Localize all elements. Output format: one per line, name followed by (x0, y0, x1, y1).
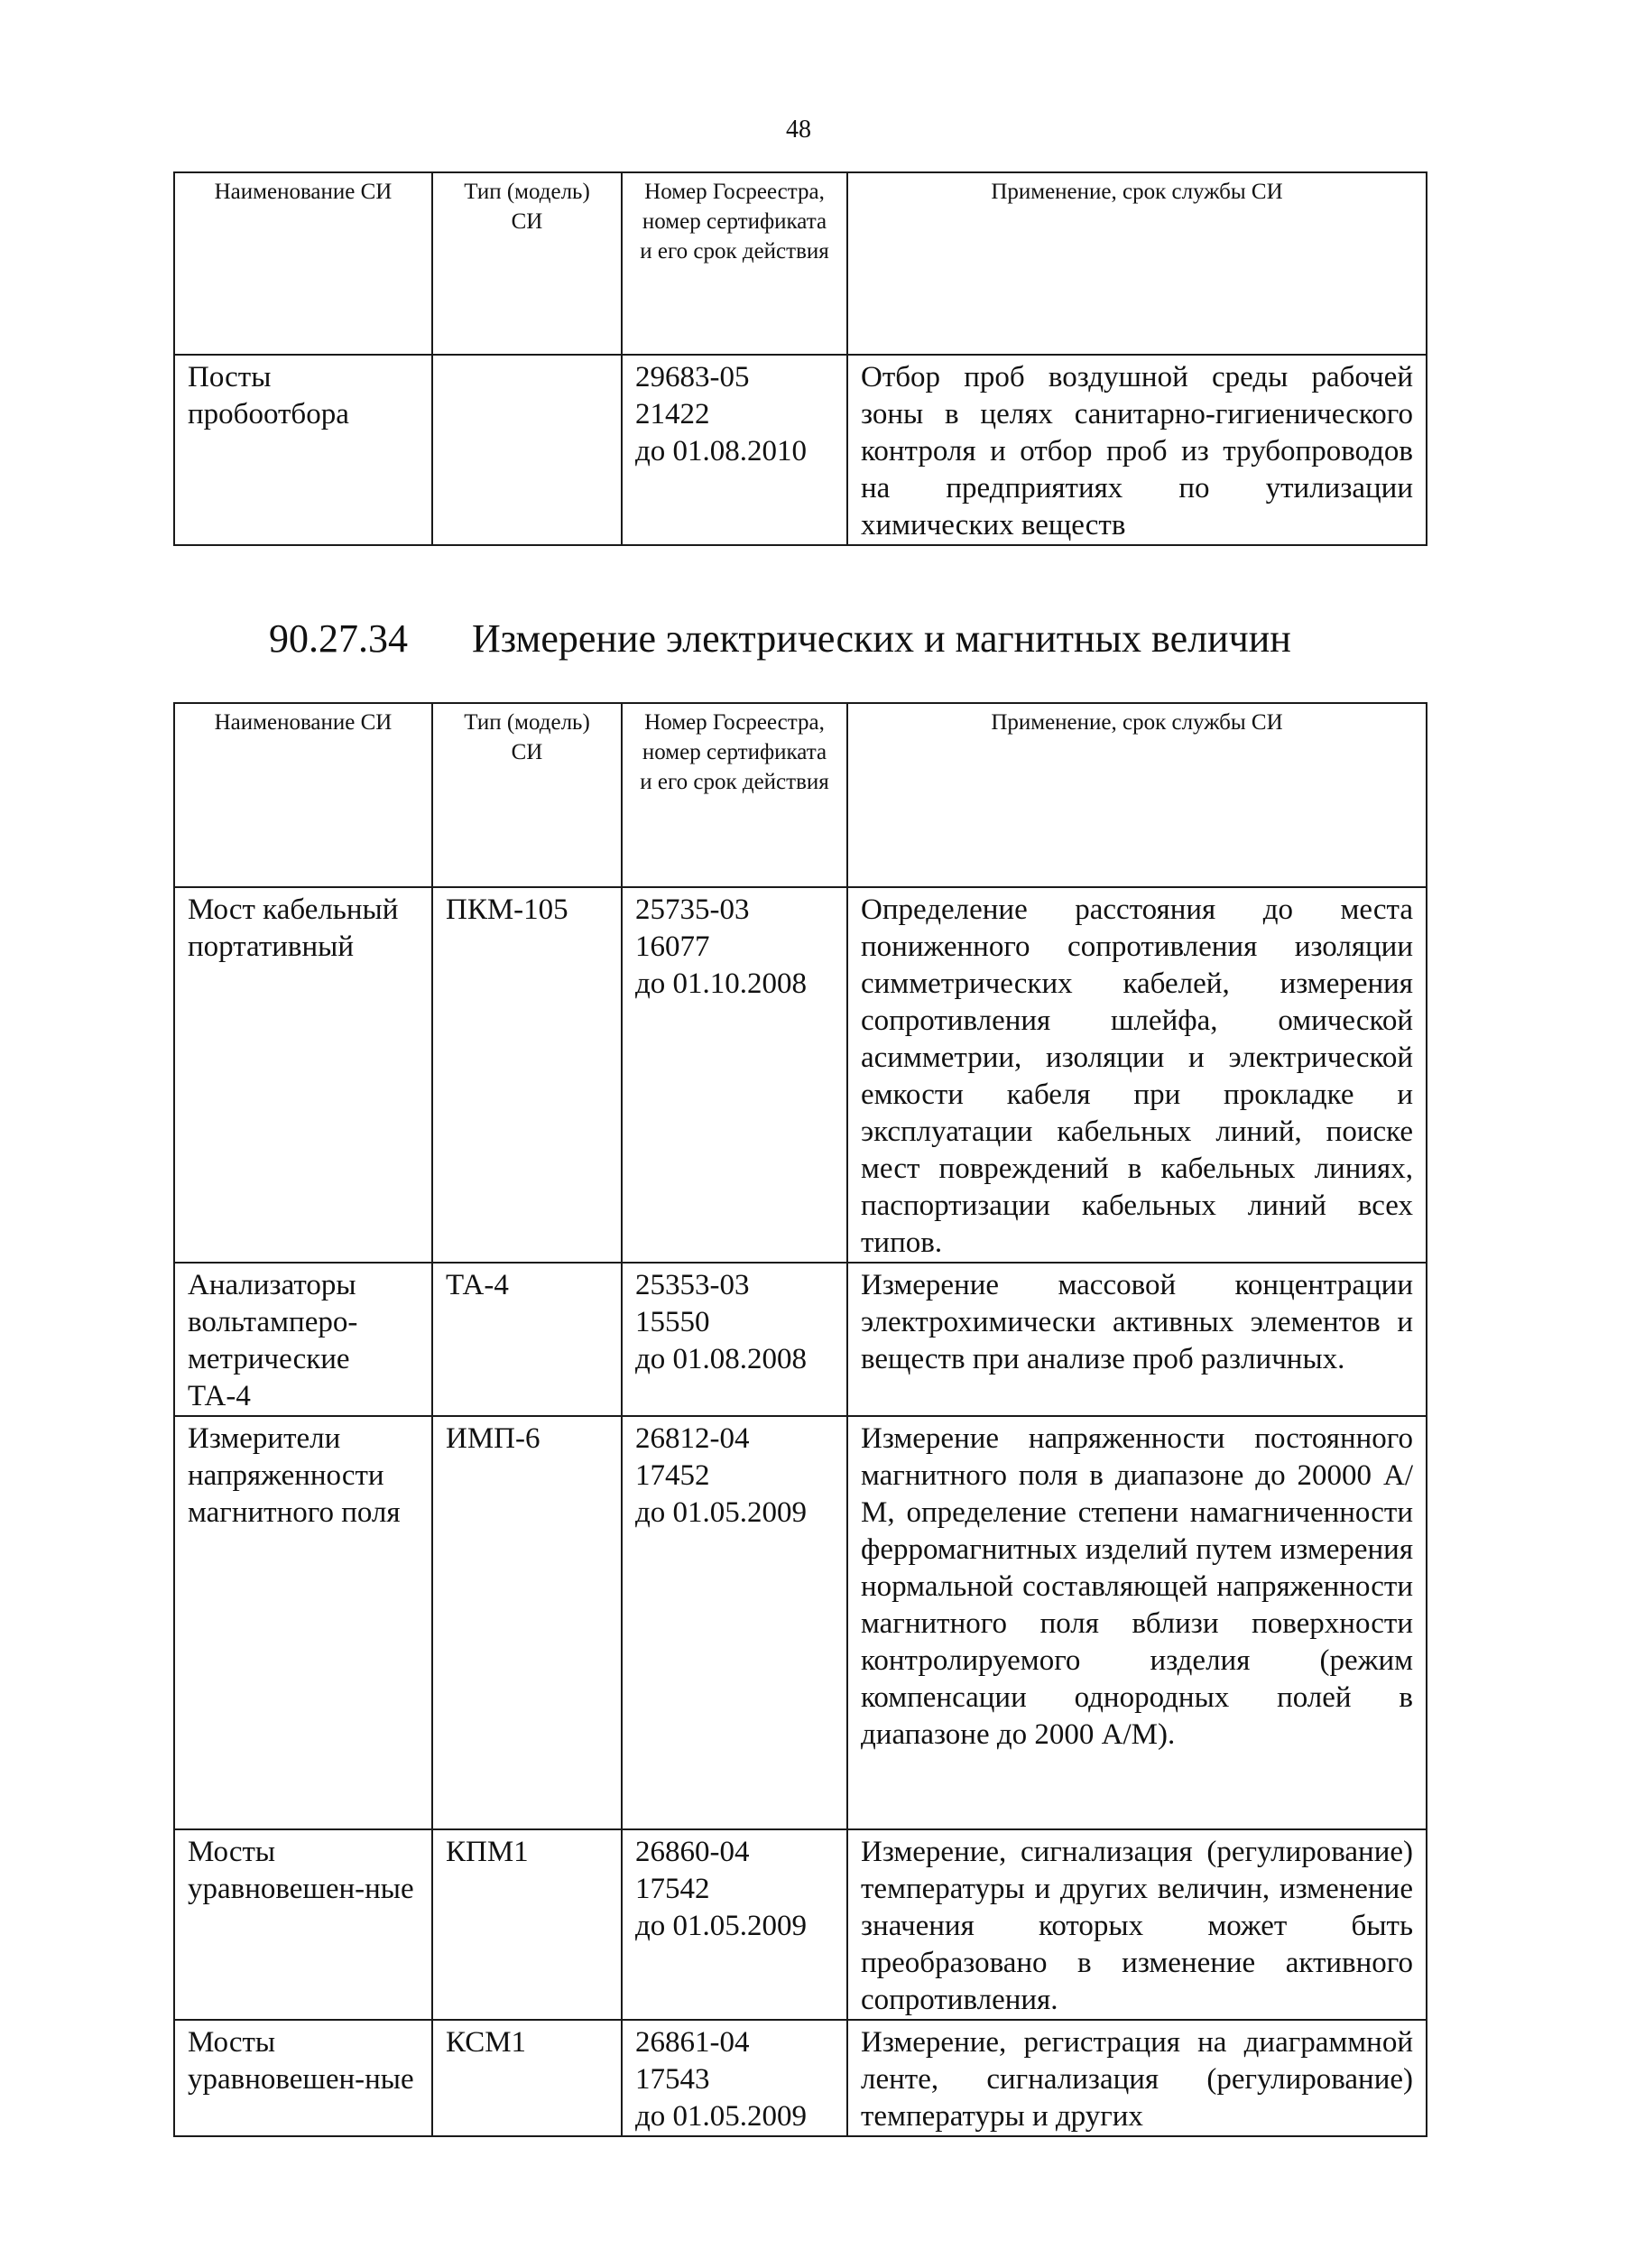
registry-info (622, 1416, 847, 1829)
certificate-number: 17543 (635, 2063, 710, 2096)
table-row (174, 1829, 1427, 2020)
instrument-type: ИМП-6 (432, 1416, 622, 1829)
instruments-table-2 (173, 702, 1427, 2137)
instrument-type (432, 355, 622, 545)
column-header-type: Тип (модель) СИ (432, 172, 622, 355)
column-header-registry: Номер Госреестра, номер сертификата и его срок действия (622, 703, 847, 887)
column-header-name: Наименование СИ (174, 703, 432, 887)
registry-info (622, 2020, 847, 2136)
instrument-name: Мосты уравновешен-ные (174, 1829, 432, 2020)
registry-info (622, 355, 847, 545)
registry-number: 26860-04 (635, 1836, 750, 1868)
column-header-name: Наименование СИ (174, 172, 432, 355)
registry-info (622, 887, 847, 1263)
instrument-application: Измерение массовой концентрации электрохимически активных элементов и веществ при анализе проб различных. (847, 1263, 1427, 1416)
instruments-table-1 (173, 171, 1427, 546)
table-header-row (174, 703, 1427, 887)
certificate-validity: до 01.08.2008 (635, 1343, 808, 1375)
registry-number: 29683-05 (635, 361, 750, 393)
section-heading (269, 616, 1291, 662)
certificate-validity: до 01.05.2009 (635, 2100, 808, 2133)
instrument-application: Измерение, сигнализация (регулирование) температуры и других величин, изменение значения которых может быть преобразовано в изменение активного сопротивления. (847, 1829, 1427, 2020)
section-title: Измерение электрических и магнитных величин (472, 616, 1291, 661)
instrument-type: ТА-4 (432, 1263, 622, 1416)
instrument-application: Измерение, регистрация на диаграммной ленте, сигнализация (регулирование) температуры и других (847, 2020, 1427, 2136)
column-header-registry: Номер Госреестра, номер сертификата и его срок действия (622, 172, 847, 355)
certificate-validity: до 01.08.2010 (635, 435, 808, 467)
instrument-name: Мост кабельный портативный (174, 887, 432, 1263)
certificate-number: 21422 (635, 398, 710, 430)
registry-number: 26812-04 (635, 1422, 750, 1455)
table-row (174, 355, 1427, 545)
instrument-application: Измерение напряженности постоянного магнитного поля в диапазоне до 20000 А/М, определение степени намагниченности ферромагнитных изделий путем измерения нормальной составляющей напряженности магнитного поля вблизи поверхности контролируемого изделия (режим компенсации однородных полей в диапазоне до 2000 А/М). (847, 1416, 1427, 1829)
registry-number: 25735-03 (635, 893, 750, 926)
registry-number: 26861-04 (635, 2026, 750, 2059)
instrument-application: Отбор проб воздушной среды рабочей зоны в целях санитарно-гигиенического контроля и отбор проб из трубопроводов на предприятиях по утилизации химических веществ (847, 355, 1427, 545)
instrument-type: ПКМ-105 (432, 887, 622, 1263)
certificate-number: 16077 (635, 930, 710, 963)
page-number: 48 (786, 116, 811, 143)
column-header-type: Тип (модель) СИ (432, 703, 622, 887)
instrument-type: КПМ1 (432, 1829, 622, 2020)
registry-info (622, 1263, 847, 1416)
table-row (174, 1263, 1427, 1416)
instrument-name: Посты пробоотбора (174, 355, 432, 545)
registry-info (622, 1829, 847, 2020)
instrument-application: Определение расстояния до места пониженного сопротивления изоляции симметрических кабелей, измерения сопротивления шлейфа, омической асимметрии, изоляции и электрической емкости кабеля при прокладке и эксплуатации кабельных линий, поиске мест повреждений в кабельных линиях, паспортизации кабельных линий всех типов. (847, 887, 1427, 1263)
instrument-name: Мосты уравновешен-ные (174, 2020, 432, 2136)
section-code: 90.27.34 (269, 616, 408, 661)
certificate-validity: до 01.05.2009 (635, 1496, 808, 1529)
instrument-name: Измерители напряженности магнитного поля (174, 1416, 432, 1829)
table-row (174, 1416, 1427, 1829)
certificate-validity: до 01.10.2008 (635, 967, 808, 1000)
certificate-number: 17542 (635, 1873, 710, 1905)
table-row (174, 2020, 1427, 2136)
certificate-number: 15550 (635, 1306, 710, 1338)
certificate-validity: до 01.05.2009 (635, 1910, 808, 1942)
certificate-number: 17452 (635, 1459, 710, 1492)
column-header-application: Применение, срок службы СИ (847, 172, 1427, 355)
column-header-application: Применение, срок службы СИ (847, 703, 1427, 887)
instrument-type: КСМ1 (432, 2020, 622, 2136)
instrument-name: Анализаторы вольтамперо-метрические ТА-4 (174, 1263, 432, 1416)
table-header-row (174, 172, 1427, 355)
table-row (174, 887, 1427, 1263)
registry-number: 25353-03 (635, 1269, 750, 1301)
